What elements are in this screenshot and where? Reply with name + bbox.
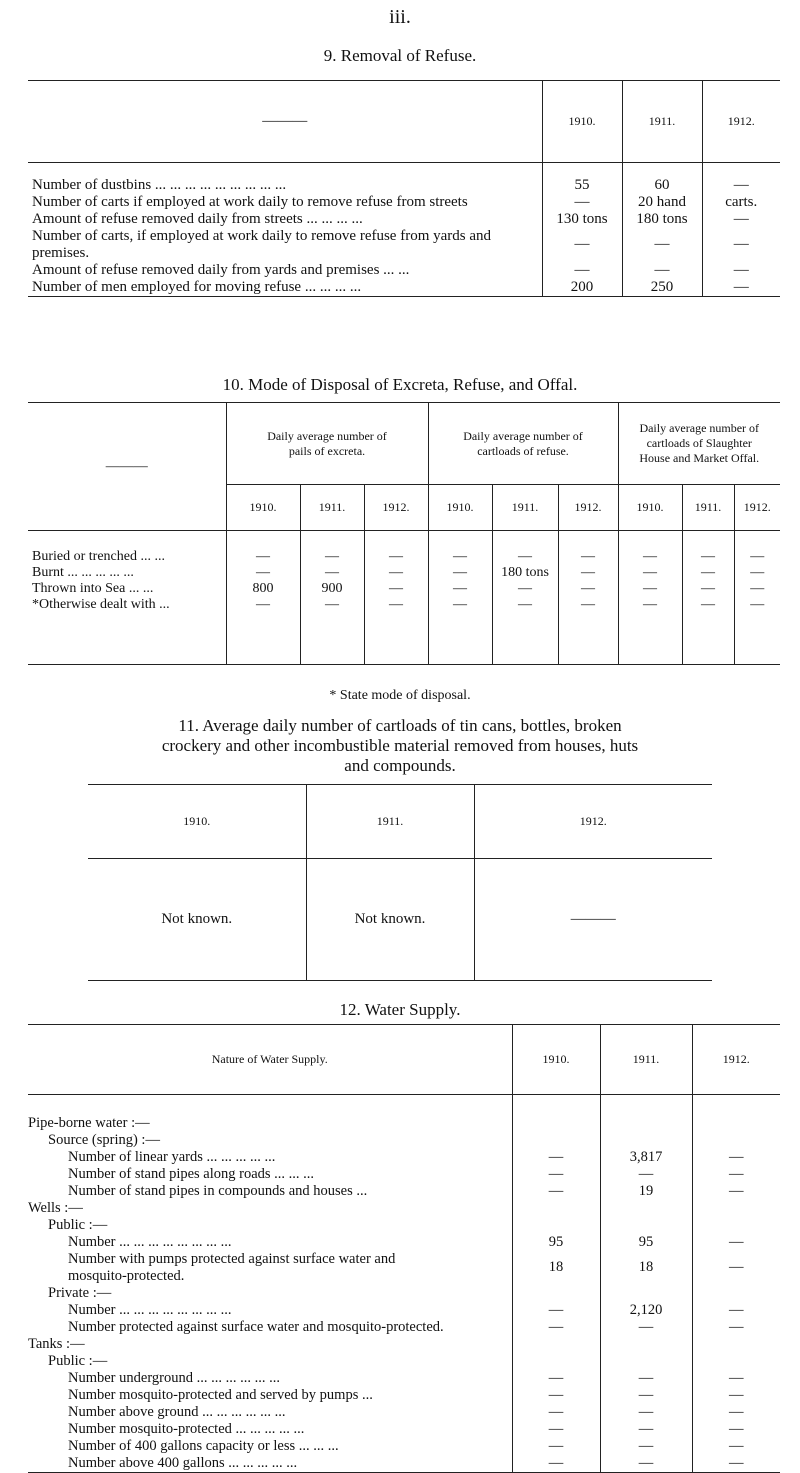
cell-value: — <box>600 1438 692 1455</box>
row-label: Number of 400 gallons capacity or less ... ... ... <box>68 1437 339 1454</box>
year-header: 1910. <box>183 814 211 828</box>
cell-value <box>692 1200 780 1217</box>
table-row <box>88 859 712 981</box>
cell-value: — <box>428 597 492 613</box>
table-row <box>28 1251 780 1285</box>
cell-value: 18 <box>600 1251 692 1285</box>
refuse-removal-table <box>28 80 780 297</box>
cell-value: — <box>558 597 618 613</box>
cell-value: — <box>542 194 622 211</box>
cell-value: — <box>734 565 780 581</box>
cell-value: — <box>364 581 428 597</box>
cell-value <box>692 1285 780 1302</box>
year-header: 1910. <box>428 485 492 531</box>
cell-value: 800 <box>226 581 300 597</box>
table-row <box>28 581 780 597</box>
cell-value: — <box>618 549 682 565</box>
table-row <box>28 1370 780 1387</box>
table-row <box>28 1319 780 1336</box>
row-label: Number of dustbins ... ... ... ... ... ... ... ... ... <box>32 176 287 193</box>
year-header: 1910. <box>512 1025 600 1095</box>
cell-value: — <box>428 565 492 581</box>
cell-value: — <box>734 597 780 613</box>
cell-value: — <box>618 565 682 581</box>
cell-value: — <box>300 597 364 613</box>
cell-value: — <box>692 1455 780 1473</box>
section-9-title: 9. Removal of Refuse. <box>323 46 477 65</box>
table-row <box>28 194 780 211</box>
cell-value: — <box>692 1387 780 1404</box>
cell-value: — <box>600 1166 692 1183</box>
cell-value <box>512 1115 600 1132</box>
cell-value: — <box>622 228 702 262</box>
cell-value <box>600 1336 692 1353</box>
table-row <box>28 1183 780 1200</box>
cell-value: — <box>512 1455 600 1473</box>
cell-value: — <box>600 1455 692 1473</box>
cell-value: — <box>692 1166 780 1183</box>
row-label: Pipe-borne water :— <box>28 1114 150 1131</box>
group-header-offal: Daily average number of cartloads of Slaughter House and Market Offal. <box>618 403 780 485</box>
cell-value <box>600 1217 692 1234</box>
table-row <box>28 177 780 194</box>
cell-value <box>600 1132 692 1149</box>
table-row <box>28 262 780 279</box>
table-row <box>28 1115 780 1132</box>
table-row <box>28 565 780 581</box>
cell-value: — <box>692 1319 780 1336</box>
cell-value: — <box>558 565 618 581</box>
cell-value: — <box>702 228 780 262</box>
cell-value: — <box>702 262 780 279</box>
cell-value: — <box>682 549 734 565</box>
cell-value: — <box>692 1251 780 1285</box>
table-row <box>28 1217 780 1234</box>
cell-value: — <box>300 549 364 565</box>
cell-value: — <box>512 1370 600 1387</box>
table-row <box>28 1336 780 1353</box>
cell-value: — <box>364 597 428 613</box>
row-label: Thrown into Sea ... ... <box>32 580 154 596</box>
section-12-title: 12. Water Supply. <box>339 1000 461 1019</box>
row-label: Number of men employed for moving refuse ... ... ... ... <box>32 278 362 295</box>
table-row <box>28 1149 780 1166</box>
cell-value: 180 tons <box>492 565 558 581</box>
table-row <box>28 1353 780 1370</box>
table-row <box>28 1200 780 1217</box>
cell-value: — <box>682 581 734 597</box>
cell-value <box>600 1353 692 1370</box>
cell-value: — <box>682 597 734 613</box>
row-label: Wells :— <box>28 1199 83 1216</box>
row-label: Burnt ... ... ... ... ... <box>32 564 134 580</box>
year-header: 1911. <box>600 1025 692 1095</box>
cell-value: — <box>226 549 300 565</box>
year-header: 1911. <box>682 485 734 531</box>
cell-value: 2,120 <box>600 1302 692 1319</box>
cell-value: — <box>692 1234 780 1251</box>
year-header: 1910. <box>226 485 300 531</box>
row-label: Number ... ... ... ... ... ... ... ... <box>68 1301 232 1318</box>
table-row <box>28 1387 780 1404</box>
cell-value: 180 tons <box>622 211 702 228</box>
cell-value <box>600 1285 692 1302</box>
cell-value <box>692 1115 780 1132</box>
cell-value: — <box>702 279 780 297</box>
table-row <box>28 1404 780 1421</box>
cell-value: — <box>692 1404 780 1421</box>
cell-value: — <box>692 1149 780 1166</box>
row-label: Source (spring) :— <box>48 1131 160 1148</box>
year-header: 1911. <box>622 81 702 163</box>
cell-value: — <box>600 1421 692 1438</box>
cell-value <box>512 1336 600 1353</box>
cell-value: — <box>692 1421 780 1438</box>
cell-value: — <box>734 581 780 597</box>
cell-value: — <box>226 565 300 581</box>
column-header: Nature of Water Supply. <box>211 1052 328 1066</box>
cell-value <box>692 1217 780 1234</box>
cell-value <box>692 1353 780 1370</box>
cell-value: 55 <box>542 177 622 194</box>
cell-value: 200 <box>542 279 622 297</box>
cell-value <box>512 1217 600 1234</box>
cell-value: — <box>692 1438 780 1455</box>
row-label: Number mosquito-protected ... ... ... ... ... <box>68 1420 305 1437</box>
cell-value: — <box>364 549 428 565</box>
cell-value: — <box>542 262 622 279</box>
year-header: 1912. <box>692 1025 780 1095</box>
row-label: Number underground ... ... ... ... ... ... <box>68 1369 280 1386</box>
row-label: Number mosquito-protected and served by pumps ... <box>68 1386 373 1403</box>
table-row <box>28 1455 780 1473</box>
row-label: Private :— <box>48 1284 112 1301</box>
cell-value: Not known. <box>306 859 474 981</box>
cell-value <box>512 1353 600 1370</box>
cell-value: — <box>692 1370 780 1387</box>
cell-value: 250 <box>622 279 702 297</box>
blank-header: ——— <box>28 81 542 163</box>
cell-value: — <box>512 1166 600 1183</box>
cell-value: 60 <box>622 177 702 194</box>
cell-value <box>512 1132 600 1149</box>
cell-value: 130 tons <box>542 211 622 228</box>
cell-value: — <box>226 597 300 613</box>
cell-value: Not known. <box>161 911 233 927</box>
row-label: Number of linear yards ... ... ... ... ... <box>68 1148 276 1165</box>
row-label: Public :— <box>48 1216 108 1233</box>
cell-value: — <box>558 549 618 565</box>
footnote: * State mode of disposal. <box>329 688 471 703</box>
year-header: 1912. <box>734 485 780 531</box>
cell-value: — <box>492 549 558 565</box>
cell-value: — <box>558 581 618 597</box>
cell-value: — <box>512 1183 600 1200</box>
table-row <box>28 211 780 228</box>
cell-value: — <box>600 1387 692 1404</box>
table-row <box>28 1285 780 1302</box>
incombustible-table <box>88 784 712 981</box>
blank-header: ——— <box>28 403 226 531</box>
cell-value: — <box>692 1302 780 1319</box>
cell-value: — <box>492 597 558 613</box>
group-header-refuse: Daily average number of cartloads of refuse. <box>428 403 618 485</box>
cell-value: — <box>600 1404 692 1421</box>
row-label: Number ... ... ... ... ... ... ... ... <box>68 1233 232 1250</box>
table-row <box>28 597 780 613</box>
cell-value <box>512 1285 600 1302</box>
cell-value: — <box>492 581 558 597</box>
year-header: 1910. <box>542 81 622 163</box>
cell-value: — <box>618 581 682 597</box>
cell-value: — <box>428 581 492 597</box>
cell-value: — <box>512 1319 600 1336</box>
cell-value: — <box>512 1438 600 1455</box>
cell-value: — <box>512 1387 600 1404</box>
table-row <box>28 228 780 262</box>
section-11-title: 11. Average daily number of cartloads of tin cans, bottles, broken crockery and other incombustible material removed from houses, huts and compounds. <box>161 716 639 775</box>
row-label: Number of stand pipes in compounds and houses ... <box>68 1182 368 1199</box>
cell-value: carts. <box>702 194 780 211</box>
cell-value: — <box>512 1404 600 1421</box>
cell-value <box>692 1132 780 1149</box>
section-10-title: 10. Mode of Disposal of Excreta, Refuse, and Offal. <box>222 375 578 394</box>
disposal-table <box>28 402 780 665</box>
cell-value: — <box>600 1370 692 1387</box>
cell-value: 95 <box>600 1234 692 1251</box>
row-label: *Otherwise dealt with ... <box>32 596 170 612</box>
cell-value: — <box>512 1421 600 1438</box>
cell-value <box>512 1200 600 1217</box>
year-header: 1912. <box>364 485 428 531</box>
cell-value: — <box>618 597 682 613</box>
year-header: 1912. <box>474 785 712 859</box>
row-label: Public :— <box>48 1352 108 1369</box>
table-row <box>28 1132 780 1149</box>
row-label: Number of stand pipes along roads ... ... ... <box>68 1165 315 1182</box>
year-header: 1912. <box>702 81 780 163</box>
cell-value: 900 <box>300 581 364 597</box>
cell-value: 3,817 <box>600 1149 692 1166</box>
cell-value: — <box>600 1319 692 1336</box>
row-label: Number above ground ... ... ... ... ... ... <box>68 1403 286 1420</box>
row-label: Number above 400 gallons ... ... ... ... ... <box>68 1454 298 1471</box>
cell-value: — <box>702 211 780 228</box>
cell-value: 95 <box>512 1234 600 1251</box>
table-row <box>28 1302 780 1319</box>
cell-value: — <box>542 228 622 262</box>
table-row <box>28 1421 780 1438</box>
cell-value <box>600 1115 692 1132</box>
cell-value: — <box>682 565 734 581</box>
page-number: iii. <box>389 6 411 28</box>
row-label: Buried or trenched ... ... <box>32 548 165 564</box>
cell-value: — <box>300 565 364 581</box>
cell-value <box>692 1336 780 1353</box>
cell-value: — <box>428 549 492 565</box>
row-label: Amount of refuse removed daily from yards and premises ... ... <box>32 261 410 278</box>
table-row <box>28 279 780 297</box>
row-label: Number of carts if employed at work daily to remove refuse from streets <box>32 193 468 210</box>
water-supply-table <box>28 1024 780 1473</box>
cell-value: — <box>364 565 428 581</box>
cell-value: — <box>512 1302 600 1319</box>
row-label: Number protected against surface water and mosquito-protected. <box>68 1318 444 1335</box>
table-row <box>28 1234 780 1251</box>
year-header: 1912. <box>558 485 618 531</box>
year-header: 1911. <box>300 485 364 531</box>
row-label: Number of carts, if employed at work daily to remove refuse from yards and premises. <box>32 227 492 261</box>
year-header: 1911. <box>306 785 474 859</box>
cell-value: 19 <box>600 1183 692 1200</box>
group-header-excreta: Daily average number of pails of excreta. <box>226 403 428 485</box>
row-label: Amount of refuse removed daily from streets ... ... ... ... <box>32 210 363 227</box>
cell-value: — <box>702 177 780 194</box>
cell-value: — <box>692 1183 780 1200</box>
cell-value: ——— <box>474 859 712 981</box>
cell-value: 20 hand <box>622 194 702 211</box>
cell-value: — <box>512 1149 600 1166</box>
cell-value: 18 <box>512 1251 600 1285</box>
year-header: 1911. <box>492 485 558 531</box>
cell-value: — <box>622 262 702 279</box>
row-label: Number with pumps protected against surface water and mosquito-protected. <box>68 1250 396 1284</box>
table-row <box>28 1438 780 1455</box>
row-label: Tanks :— <box>28 1335 85 1352</box>
table-row <box>28 549 780 565</box>
cell-value <box>600 1200 692 1217</box>
cell-value: — <box>734 549 780 565</box>
year-header: 1910. <box>618 485 682 531</box>
table-row <box>28 1166 780 1183</box>
